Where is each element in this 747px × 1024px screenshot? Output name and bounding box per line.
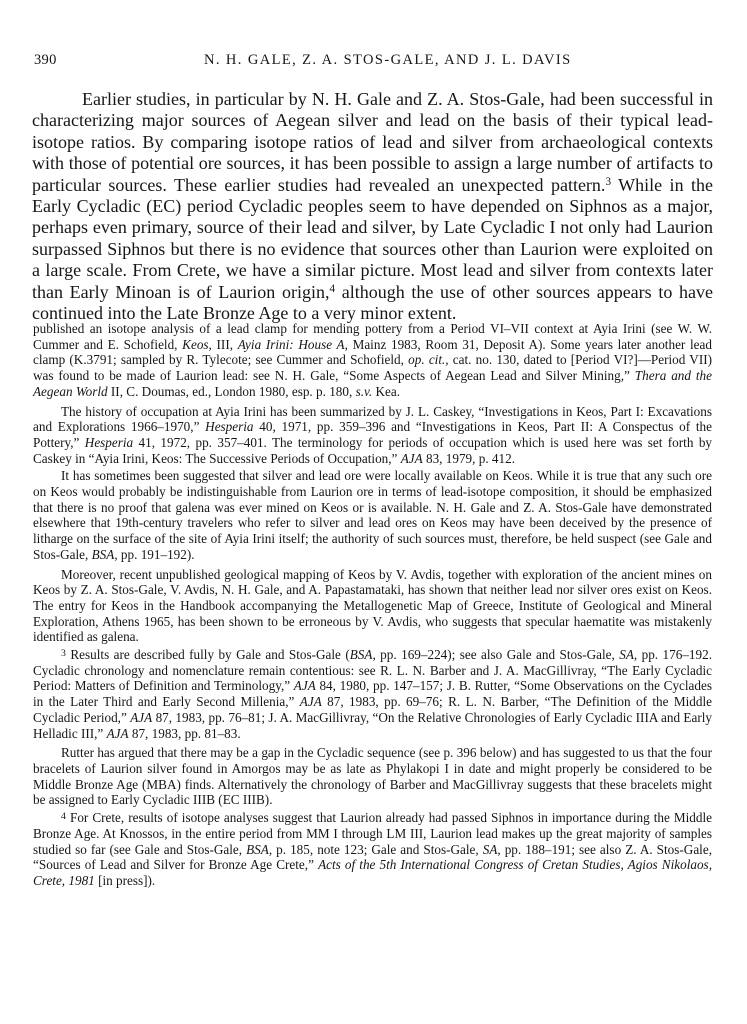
body-paragraph: Earlier studies, in particular by N. H. Gale and Z. A. Stos-Gale, had been successful in characterizing major sources of Aegean silver and lead on the basis of their typical lead-isotope ratios. By comparing isotope ratios of lead and silver from archaeological contexts with those of potential ore sources, it has been possible to assign a large number of artifacts to particular sources. These earlier studies had revealed an unexpected pattern.$^3$ While in the Early Cycladic (EC) period Cycladic peoples seem to have depended on Siphnos as a major, perhaps even primary, source of their lead and silver, by Late Cycladic I not only had Laurion surpassed Siphnos but there is no evidence that sources other than Laurion were exploited on a large scale. From Crete, we have a similar picture. Most lead and silver from contexts later than Early Minoan is of Laurion origin,$^4$ although the use of other sources appears to have continued into the Late Bronze Age to a very minor extent.	[32, 89, 713, 324]
footnote-ref-3[interactable]: 3	[605, 175, 612, 188]
footnotes	[33, 321, 712, 891]
footnote-4: $^4$ For Crete, results of isotope analyses suggest that Laurion already had passed Siphnos in importance during the Middle Bronze Age. At Knossos, in the entire period from MM I through LM III, Laurion lead makes up the great majority of samples studied so far (see Gale and Stos-Gale, BSA, p. 185, note 123; Gale and Stos-Gale, SA, pp. 188–191; see also Z. A. Stos-Gale, “Sources of Lead and Silver for Bronze Age Crete,” Acts of the 5th International Congress of Cretan Studies, Agios Nikolaos, Crete, 1981 [in press]).	[33, 810, 712, 888]
footnote-number: 4	[61, 811, 66, 823]
footnote-paragraph: It has sometimes been suggested that silver and lead ore were locally available on Keos. While it is true that any such ore on Keos would probably be indistinguishable from Laurion ore in terms of lead-isotope composition, it should be emphasized that there is no proof that galena was ever mined on Keos or is available. N. H. Gale and Z. A. Stos-Gale have demonstrated elsewhere that 19th-century travelers who refer to silver and lead ores on Keos may have been deceived by the presence of litharge on the surface of the site of Ayia Irini itself; the authority of such sources must, therefore, be held suspect (see Gale and Stos-Gale, BSA, pp. 191–192).	[33, 468, 712, 562]
footnote-paragraph: The history of occupation at Ayia Irini has been summarized by J. L. Caskey, “Investigations in Keos, Part I: Excavations and Explorations 1966–1970,” Hesperia 40, 1971, pp. 359–396 and “Investigations in Keos, Part II: A Conspectus of the Pottery,” Hesperia 41, 1972, pp. 357–401. The terminology for periods of occupation which is used here was set forth by Caskey in “Ayia Irini, Keos: The Successive Periods of Occupation,” AJA 83, 1979, p. 412.	[33, 403, 713, 466]
footnote-number: 3	[61, 648, 66, 660]
page-number: 390	[34, 52, 57, 68]
footnote-paragraph: Moreover, recent unpublished geological mapping of Keos by V. Avdis, together with exploration of the ancient mines on Keos by Z. A. Stos-Gale, V. Avdis, N. H. Gale, and A. Papastamataki, has shown that neither lead nor silver ores exist on Keos. The entry for Keos in the Handbook accompanying the Metallogenetic Map of Greece, Institute of Geological and Mineral Exploration, Athens 1965, has been shown to be erroneous by V. Avdis, who suggests that specular haematite was mistakenly identified as galena.	[33, 566, 712, 645]
running-head: N. H. GALE, Z. A. STOS-GALE, AND J. L. DAVIS	[204, 52, 572, 68]
footnote-continuation: published an isotope analysis of a lead clamp for mending pottery from a Period VI–VII context at Ayia Irini (see W. W. Cummer and E. Schofield, Keos, III, Ayia Irini: House A, Mainz 1983, Room 31, Deposit A). Some years later another lead clamp (K.3791; sampled by R. Tylecote; see Cummer and Schofield, op. cit., cat. no. 130, dated to [Period VI?]—Period VII) was found to be made of Laurion lead: see N. H. Gale, “Some Aspects of Aegean Lead and Silver Mining,” Thera and the Aegean World II, C. Doumas, ed., London 1980, esp. p. 180, s.v. Kea.	[33, 321, 712, 399]
footnote-3: $^3$ Results are described fully by Gale and Stos-Gale (BSA, pp. 169–224); see also Gale and Stos-Gale, SA, pp. 176–192. Cycladic chronology and nomenclature remain contentious: see R. L. N. Barber and J. A. MacGillivray, “The Early Cycladic Period: Matters of Definition and Terminology,” AJA 84, 1980, pp. 147–157; J. B. Rutter, “Some Observations on the Cyclades in the Later Third and Early Second Millenia,” AJA 87, 1983, pp. 69–76; R. L. N. Barber, “The Definition of the Middle Cycladic Period,” AJA 87, 1983, pp. 76–81; J. A. MacGillivray, “On the Relative Chronologies of Early Cycladic IIIA and Early Helladic III,” AJA 87, 1983, pp. 81–83.	[33, 647, 712, 741]
footnote-paragraph: Rutter has argued that there may be a gap in the Cycladic sequence (see p. 396 below) and has suggested to us that the four bracelets of Laurion silver found in Amorgos may be as late as Phylakopi I in date and might properly be considered to be Middle Bronze Age (MBA) finds. Alternatively the chronology of Barber and MacGillivray suggests that these bracelets might be assigned to Early Cycladic IIIB (EC IIIB).	[33, 745, 712, 808]
main-text	[32, 89, 713, 324]
footnote-ref-4[interactable]: 4	[329, 282, 336, 295]
page-header	[34, 52, 717, 72]
